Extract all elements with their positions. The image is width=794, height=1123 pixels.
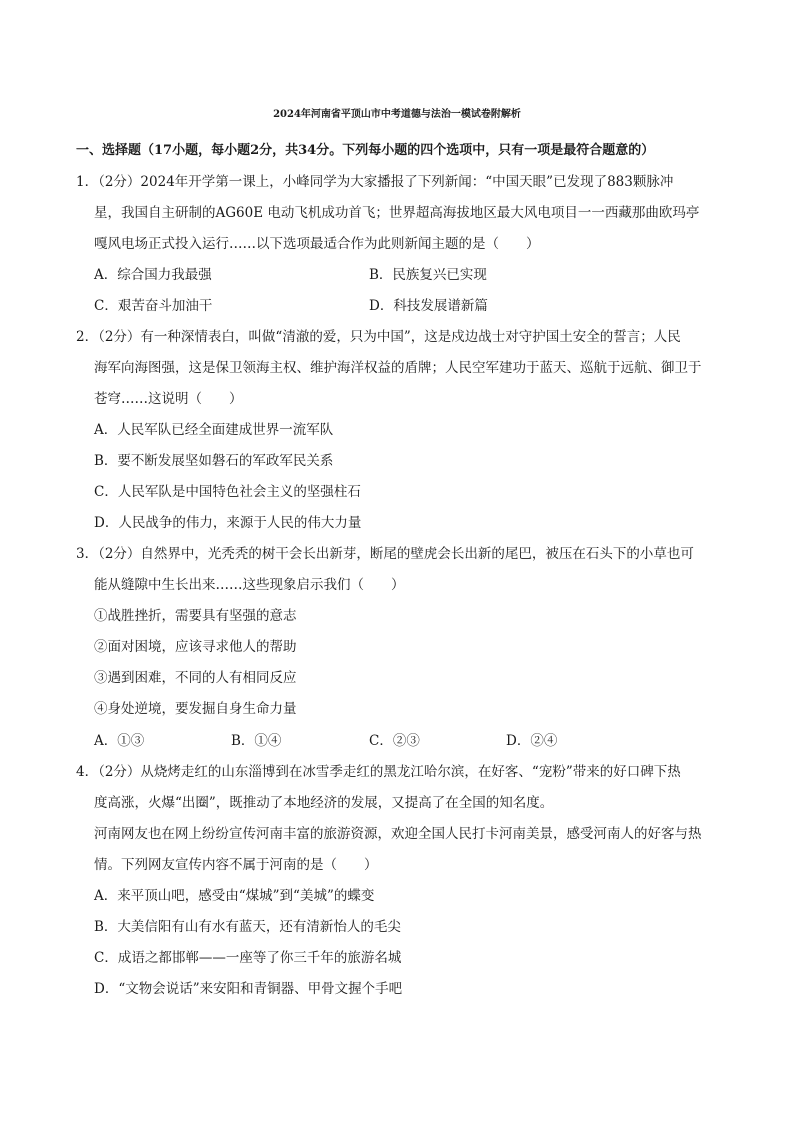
option-b: B．要不断发展坚如磐石的军政军民关系 [94,453,334,469]
option-a: A．来平顶山吧，感受由“煤城”到“美城”的蝶变 [94,888,375,904]
option-b: B．①④ [231,733,282,749]
question-line: 情。下列网友宣传内容不属于河南的是（ ） [94,857,378,873]
question-line: 嘎风电场正式投入运行……以下选项最适合作为此则新闻主题的是（ ） [94,236,540,252]
option-b: B．大美信阳有山有水有蓝天，还有清新怡人的毛尖 [94,919,401,935]
question-line: 4．（2分）从烧烤走红的山东淄博到在冰雪季走红的黑龙江哈尔滨，在好客、“宠粉”带来的好口碑下热 [76,764,681,780]
option-d: D．②④ [506,733,558,749]
option-c: C．成语之都邯郸——一座等了你三千年的旅游名城 [94,950,402,966]
statement-1: ①战胜挫折，需要具有坚强的意志 [94,608,297,624]
statement-2: ②面对困境，应该寻求他人的帮助 [94,639,297,655]
question-line: 度高涨，火爆“出圈”，既推动了本地经济的发展，又提高了在全国的知名度。 [94,795,554,811]
question-line: 星，我国自主研制的AG60E 电动飞机成功首飞；世界超高海拔地区最大风电项目一一西藏那曲欧玛亭 [94,205,700,221]
option-b: B．民族复兴已实现 [369,267,487,283]
question-line: 海军向海图强，这是保卫领海主权、维护海洋权益的盾牌；人民空军建功于蓝天、巡航于远航、御卫于 [94,360,702,376]
option-c: C．②③ [369,733,420,749]
option-c: C．人民军队是中国特色社会主义的坚强柱石 [94,484,361,500]
statement-4: ④身处逆境，要发掘自身生命力量 [94,701,297,717]
page-title: 2024年河南省平顶山市中考道德与法治一模试卷附解析 [273,109,521,120]
question-line: 苍穹……这说明（ ） [94,391,243,407]
option-c: C．艰苦奋斗加油干 [94,298,213,314]
question-line: 河南网友也在网上纷纷宣传河南丰富的旅游资源，欢迎全国人民打卡河南美景，感受河南人的好客与热 [94,826,702,842]
section-heading: 一、选择题（17小题，每小题2分，共34分。下列每小题的四个选项中，只有一项是最符合题意的） [76,143,655,158]
option-d: D．科技发展谱新篇 [369,298,488,314]
option-a: A．综合国力我最强 [94,267,212,283]
option-d: D．“文物会说话”来安阳和青铜器、甲骨文握个手吧 [94,981,403,997]
question-line: 3．（2分）自然界中，光秃秃的树干会长出新芽，断尾的壁虎会长出新的尾巴，被压在石头下的小草也可 [76,546,694,562]
statement-3: ③遇到困难，不同的人有相同反应 [94,670,297,686]
option-d: D．人民战争的伟力，来源于人民的伟大力量 [94,515,362,531]
question-line: 2．（2分）有一种深情表白，叫做“清澈的爱，只为中国”，这是戍边战士对守护国土安全的誓言；人民 [76,329,681,345]
option-a: A．①③ [94,733,145,749]
question-line: 1．（2分）2024年开学第一课上，小峰同学为大家播报了下列新闻：“中国天眼”已发现了883颗脉冲 [76,174,674,190]
question-line: 能从缝隙中生长出来……这些现象启示我们（ ） [94,577,405,593]
option-a: A．人民军队已经全面建成世界一流军队 [94,422,334,438]
